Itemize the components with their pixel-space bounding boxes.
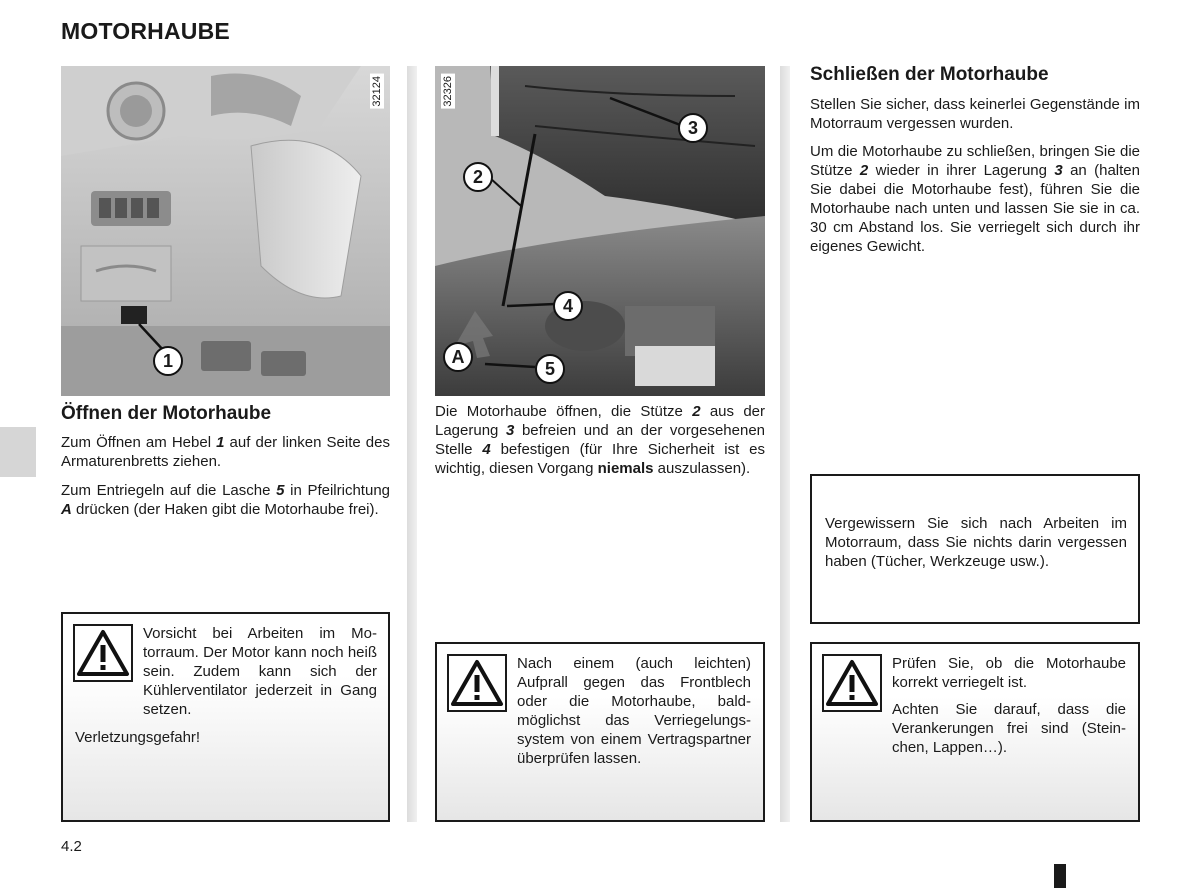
figure-code-32326: 32326 [442,76,454,107]
engine-bay-photo [435,66,765,396]
paragraph-open-latch: Zum Entriegeln auf die Lasche 5 in Pfeilrichtung A drücken (der Haken gibt die Motorhaube frei). [61,482,390,518]
warning-middle-text: Nach einem (auch leichten) Aufprall gegen das Frontblech oder die Motorhaube, baldmöglichst das Verriegelungssystem von einem Vertragspartner überprüfen lassen. [517,655,751,767]
figure-code-32124: 32124 [371,76,383,107]
section-heading-close: Schließen der Motorhaube [810,64,1049,85]
page-title: MOTORHAUBE [61,18,230,44]
note-text: Vergewissern Sie sich nach Arbeiten im Motorraum, dass Sie nichts darin vergessen haben (Tücher, Werkzeuge usw.). [825,515,1127,570]
paragraph-close-check: Stellen Sie sicher, dass keinerlei Gegenstände im Motorraum vergessen wurden. [810,96,1140,132]
warning-box-impact [435,642,765,822]
warning-right-check: Prüfen Sie, ob die Motorhaube korrekt verriegelt ist. [892,655,1126,691]
dashboard-lever-photo [61,66,390,396]
callout-1: 1 [153,346,183,376]
warning-box-engine-hot [61,612,390,822]
warning-triangle-icon [447,654,507,712]
warning-right-anchors: Achten Sie darauf, dass die Verankerungen frei sind (Steinchen, Lappen…). [892,701,1126,756]
warning-left-text-wrap: Vorsicht bei Arbeiten im Motorraum. Der Motor kann noch heiß sein. Zudem kann sich der Kühlerventilator jederzeit in Gang setzen. [143,625,377,718]
column-divider-right [780,66,790,822]
warning-triangle-icon [73,624,133,682]
callout-5: 5 [535,354,565,384]
warning-triangle-icon [822,654,882,712]
section-heading-open: Öffnen der Motorhaube [61,403,272,424]
callout-2: 2 [463,162,493,192]
paragraph-open-lever: Zum Öffnen am Hebel 1 auf der linken Seite des Armaturenbretts ziehen. [61,434,390,470]
paragraph-close-steps: Um die Motorhaube zu schließen, bringen Sie die Stütze 2 wieder in ihrer Lagerung 3 an (halten Sie dabei die Motorhaube fest), führen Sie die Motorhaube nach unten und lassen Sie sie in ca. 30 cm Abstand los. Sie verriegelt sich durch ihr eigenes Gewicht. [810,143,1140,255]
page-edge-marker [1054,864,1066,888]
column-divider-left [407,66,417,822]
callout-3: 3 [678,113,708,143]
figure-caption-engine: Die Motorhaube öffnen, die Stütze 2 aus der Lagerung 3 befreien und an der vorgesehenen Stelle 4 befestigen (für Ihre Sicherheit ist es wichtig, diesen Vorgang niemals auszulassen). [435,403,766,477]
callout-A: A [443,342,473,372]
page-number: 4.2 [61,838,82,855]
callout-4: 4 [553,291,583,321]
warning-box-latch [810,642,1140,822]
warning-left-danger: Verletzungsgefahr! [75,729,201,746]
chapter-tab [0,427,36,477]
note-box [810,474,1140,624]
